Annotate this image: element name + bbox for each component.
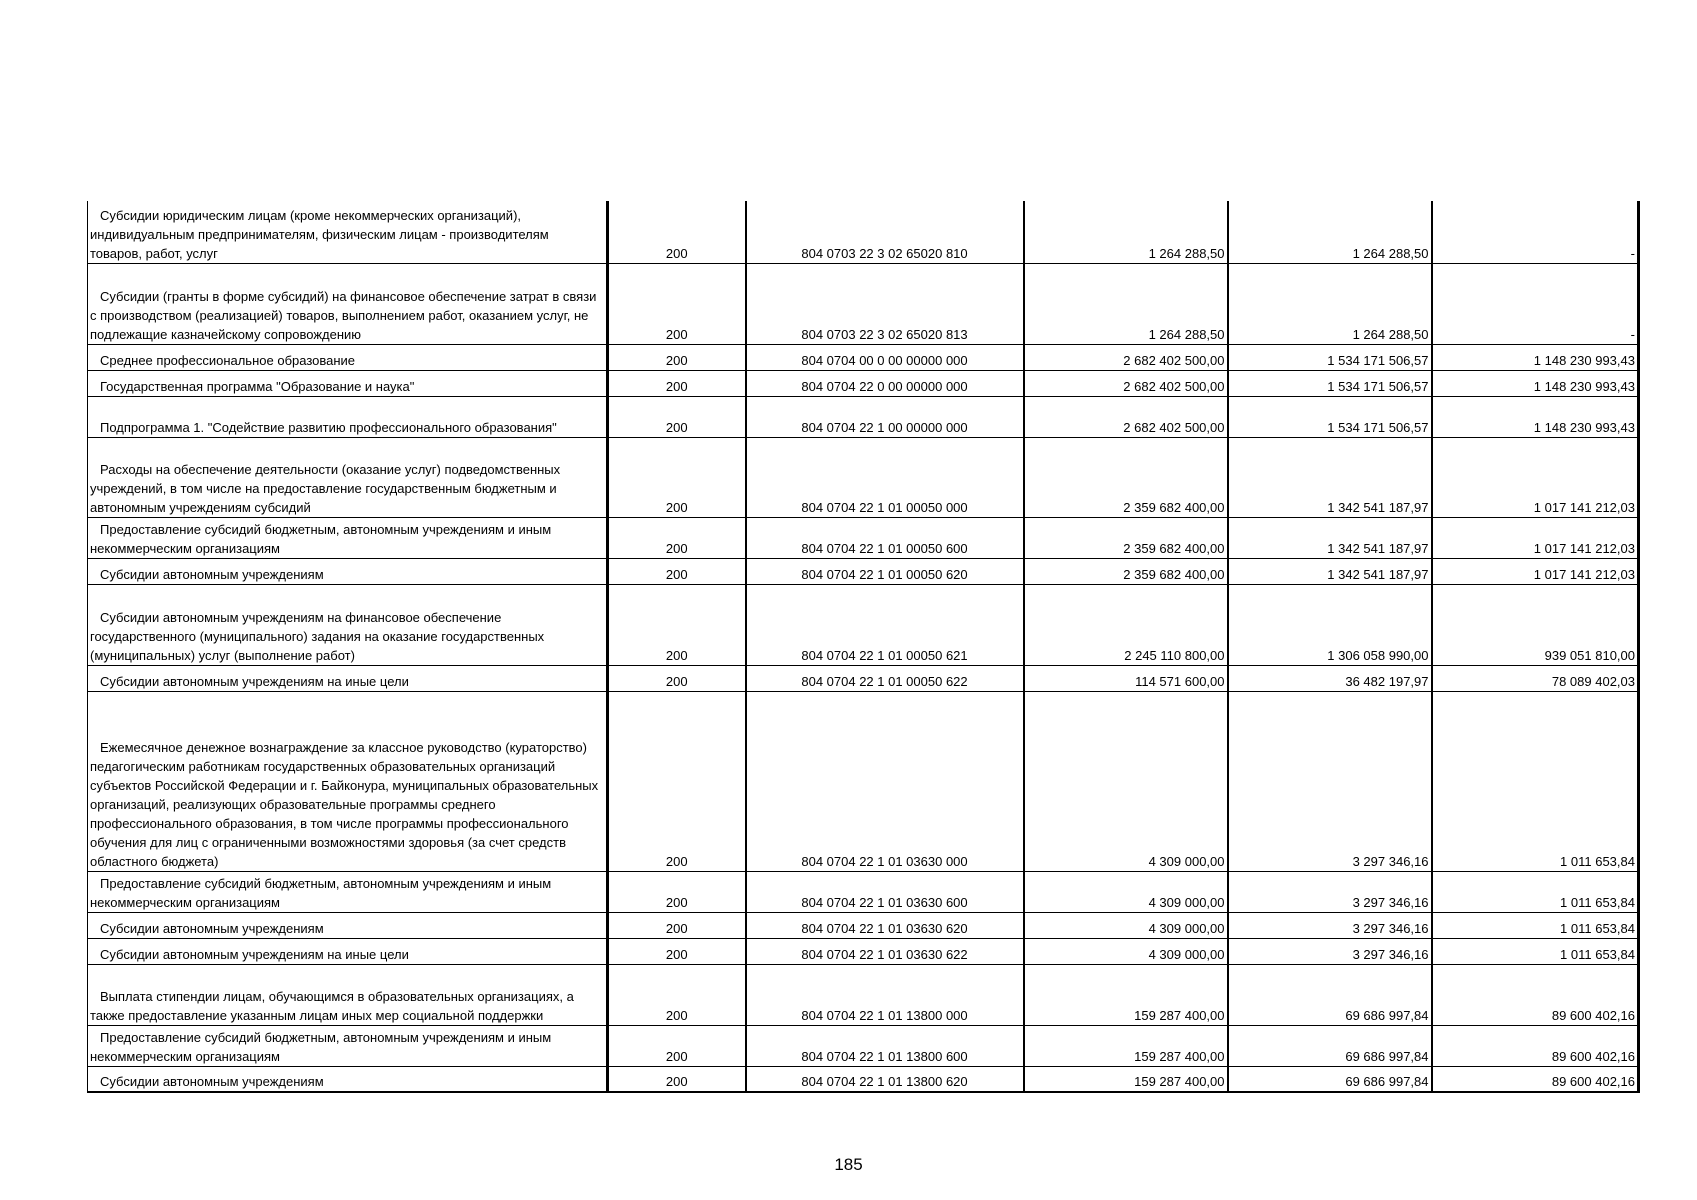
row-name: Субсидии автономным учреждениям на иные цели [88,665,608,691]
row-budget-code: 804 0704 22 1 01 00050 622 [746,665,1024,691]
row-executed: 3 297 346,16 [1228,912,1432,938]
row-line-code: 200 [608,691,746,871]
row-approved: 1 264 288,50 [1024,201,1228,263]
table-row [88,912,1639,938]
row-approved: 2 682 402 500,00 [1024,344,1228,370]
row-executed: 1 534 171 506,57 [1228,344,1432,370]
row-line-code: 200 [608,871,746,912]
row-unexecuted: 1 011 653,84 [1432,691,1639,871]
row-executed: 1 342 541 187,97 [1228,437,1432,517]
row-name: Субсидии автономным учреждениям [88,558,608,584]
table-row [88,201,1639,263]
row-unexecuted: 1 148 230 993,43 [1432,396,1639,437]
row-budget-code: 804 0704 00 0 00 00000 000 [746,344,1024,370]
table-row [88,1066,1639,1092]
row-budget-code: 804 0703 22 3 02 65020 813 [746,263,1024,344]
row-line-code: 200 [608,344,746,370]
row-unexecuted: 939 051 810,00 [1432,584,1639,665]
row-unexecuted: 1 011 653,84 [1432,912,1639,938]
row-budget-code: 804 0704 22 1 01 03630 600 [746,871,1024,912]
table-row [88,691,1639,871]
row-name: Субсидии автономным учреждениям [88,1066,608,1092]
row-name: Ежемесячное денежное вознаграждение за классное руководство (кураторство) педагогическим работникам государственных образовательных организаций субъектов Российской Федерации и г. Байконура, муниципальных образовательных организаций, реализующих образовательные программы среднего профессионального образования, в том числе программы профессионального обучения для лиц с ограниченными возможностями здоровья (за счет средств областного бюджета) [88,691,608,871]
row-budget-code: 804 0703 22 3 02 65020 810 [746,201,1024,263]
row-budget-code: 804 0704 22 1 01 00050 600 [746,517,1024,558]
row-line-code: 200 [608,263,746,344]
row-unexecuted: 1 148 230 993,43 [1432,344,1639,370]
row-line-code: 200 [608,370,746,396]
row-approved: 2 682 402 500,00 [1024,370,1228,396]
row-approved: 2 245 110 800,00 [1024,584,1228,665]
row-executed: 1 264 288,50 [1228,201,1432,263]
row-unexecuted: - [1432,201,1639,263]
budget-execution-table [87,201,1640,1093]
row-line-code: 200 [608,912,746,938]
table-row [88,1025,1639,1066]
row-executed: 69 686 997,84 [1228,1066,1432,1092]
row-name: Предоставление субсидий бюджетным, автономным учреждениям и иным некоммерческим организациям [88,1025,608,1066]
row-executed: 3 297 346,16 [1228,871,1432,912]
row-line-code: 200 [608,396,746,437]
row-executed: 1 264 288,50 [1228,263,1432,344]
row-executed: 69 686 997,84 [1228,964,1432,1025]
row-executed: 3 297 346,16 [1228,691,1432,871]
row-approved: 4 309 000,00 [1024,938,1228,964]
row-line-code: 200 [608,1066,746,1092]
table-row [88,558,1639,584]
row-unexecuted: 89 600 402,16 [1432,1025,1639,1066]
row-executed: 1 534 171 506,57 [1228,396,1432,437]
row-name: Субсидии (гранты в форме субсидий) на финансовое обеспечение затрат в связи с производством (реализацией) товаров, выполнением работ, оказанием услуг, не подлежащие казначейскому сопровождению [88,263,608,344]
row-name: Расходы на обеспечение деятельности (оказание услуг) подведомственных учреждений, в том числе на предоставление государственным бюджетным и автономным учреждениям субсидий [88,437,608,517]
row-line-code: 200 [608,517,746,558]
row-executed: 36 482 197,97 [1228,665,1432,691]
table-row [88,263,1639,344]
row-line-code: 200 [608,964,746,1025]
row-name: Субсидии автономным учреждениям на финансовое обеспечение государственного (муниципального) задания на оказание государственных (муниципальных) услуг (выполнение работ) [88,584,608,665]
row-unexecuted: 1 017 141 212,03 [1432,558,1639,584]
row-line-code: 200 [608,938,746,964]
row-unexecuted: 1 011 653,84 [1432,871,1639,912]
row-unexecuted: 1 017 141 212,03 [1432,517,1639,558]
row-name: Субсидии автономным учреждениям на иные цели [88,938,608,964]
row-approved: 2 359 682 400,00 [1024,517,1228,558]
row-budget-code: 804 0704 22 1 01 13800 600 [746,1025,1024,1066]
row-executed: 1 306 058 990,00 [1228,584,1432,665]
row-budget-code: 804 0704 22 1 01 00050 621 [746,584,1024,665]
table-row [88,344,1639,370]
row-approved: 1 264 288,50 [1024,263,1228,344]
row-budget-code: 804 0704 22 1 01 13800 620 [746,1066,1024,1092]
row-budget-code: 804 0704 22 1 01 00050 000 [746,437,1024,517]
row-approved: 2 359 682 400,00 [1024,437,1228,517]
row-line-code: 200 [608,437,746,517]
row-approved: 2 359 682 400,00 [1024,558,1228,584]
row-name: Подпрограмма 1. "Содействие развитию профессионального образования" [88,396,608,437]
row-executed: 1 534 171 506,57 [1228,370,1432,396]
row-unexecuted: 1 017 141 212,03 [1432,437,1639,517]
row-unexecuted: - [1432,263,1639,344]
row-approved: 2 682 402 500,00 [1024,396,1228,437]
row-unexecuted: 89 600 402,16 [1432,1066,1639,1092]
row-name: Среднее профессиональное образование [88,344,608,370]
row-name: Субсидии автономным учреждениям [88,912,608,938]
table-row [88,871,1639,912]
row-approved: 159 287 400,00 [1024,1066,1228,1092]
row-budget-code: 804 0704 22 0 00 00000 000 [746,370,1024,396]
row-line-code: 200 [608,558,746,584]
table-row [88,938,1639,964]
row-approved: 4 309 000,00 [1024,912,1228,938]
row-approved: 159 287 400,00 [1024,964,1228,1025]
table-row [88,665,1639,691]
row-executed: 69 686 997,84 [1228,1025,1432,1066]
table-row [88,437,1639,517]
row-executed: 3 297 346,16 [1228,938,1432,964]
row-name: Предоставление субсидий бюджетным, автономным учреждениям и иным некоммерческим организациям [88,871,608,912]
row-budget-code: 804 0704 22 1 01 00050 620 [746,558,1024,584]
row-budget-code: 804 0704 22 1 00 00000 000 [746,396,1024,437]
row-approved: 159 287 400,00 [1024,1025,1228,1066]
row-approved: 4 309 000,00 [1024,871,1228,912]
row-name: Выплата стипендии лицам, обучающимся в образовательных организациях, а также предоставление указанным лицам иных мер социальной поддержки [88,964,608,1025]
table-body [88,201,1639,1092]
table-row [88,370,1639,396]
page-number: 185 [834,1155,863,1174]
row-unexecuted: 1 148 230 993,43 [1432,370,1639,396]
row-budget-code: 804 0704 22 1 01 13800 000 [746,964,1024,1025]
row-line-code: 200 [608,1025,746,1066]
row-line-code: 200 [608,201,746,263]
table-row [88,517,1639,558]
table-row [88,964,1639,1025]
row-line-code: 200 [608,665,746,691]
row-name: Предоставление субсидий бюджетным, автономным учреждениям и иным некоммерческим организациям [88,517,608,558]
row-name: Субсидии юридическим лицам (кроме некоммерческих организаций), индивидуальным предпринимателям, физическим лицам - производителям товаров, работ, услуг [88,201,608,263]
row-name: Государственная программа "Образование и наука" [88,370,608,396]
row-budget-code: 804 0704 22 1 01 03630 622 [746,938,1024,964]
row-budget-code: 804 0704 22 1 01 03630 000 [746,691,1024,871]
row-unexecuted: 89 600 402,16 [1432,964,1639,1025]
table-row [88,396,1639,437]
row-approved: 114 571 600,00 [1024,665,1228,691]
row-unexecuted: 78 089 402,03 [1432,665,1639,691]
row-unexecuted: 1 011 653,84 [1432,938,1639,964]
row-executed: 1 342 541 187,97 [1228,558,1432,584]
row-budget-code: 804 0704 22 1 01 03630 620 [746,912,1024,938]
table-row [88,584,1639,665]
row-executed: 1 342 541 187,97 [1228,517,1432,558]
row-line-code: 200 [608,584,746,665]
row-approved: 4 309 000,00 [1024,691,1228,871]
